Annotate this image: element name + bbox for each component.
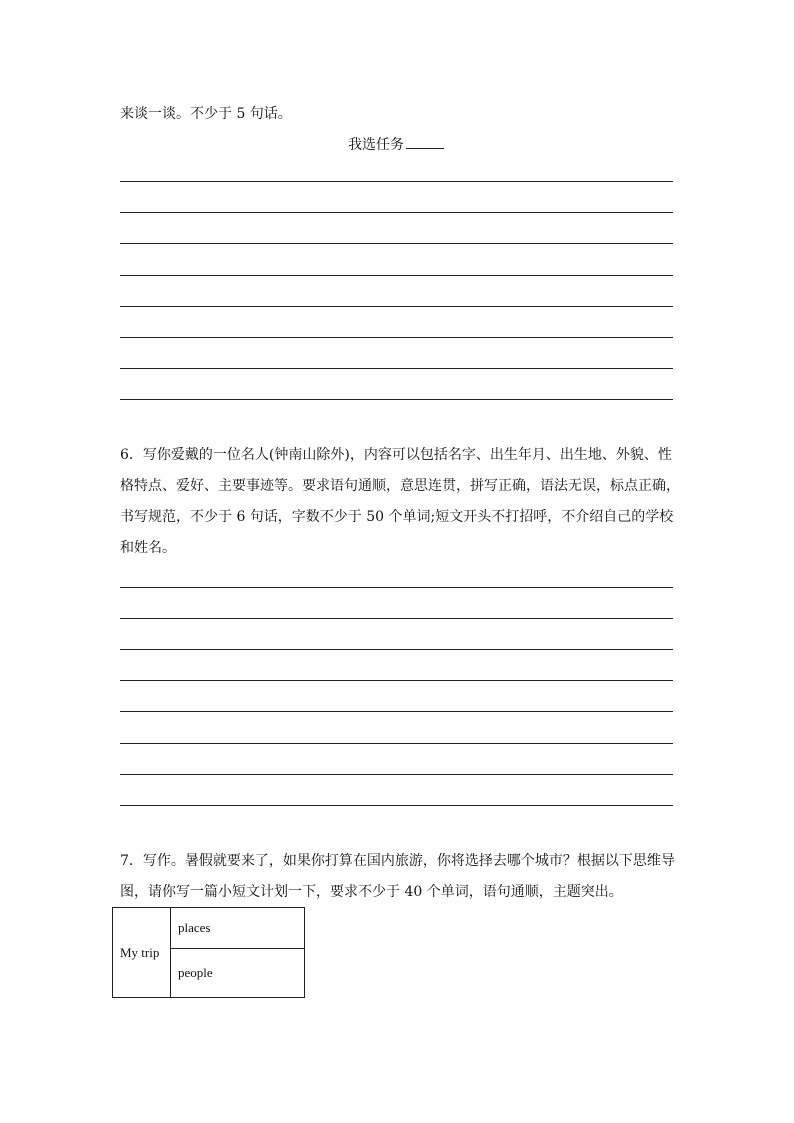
question-6-line: 和姓名。 [120, 540, 176, 556]
intro-text: 来谈一谈。不少于 5 句话。 [120, 106, 292, 122]
answer-line[interactable] [120, 275, 673, 276]
question-6-line: 6．写你爱戴的一位名人(钟南山除外)，内容可以包括名字、出生年月、出生地、外貌、性 [120, 447, 672, 463]
mind-map-branch-places: places [171, 908, 305, 949]
task-choice [348, 134, 444, 154]
question-6-line: 格特点、爱好、主要事迹等。要求语句通顺，意思连贯，拼写正确，语法无误，标点正确， [120, 478, 680, 494]
mind-map-branch-people: people [171, 949, 305, 998]
task-label: 我选任务 [348, 137, 404, 153]
answer-line[interactable] [120, 337, 673, 338]
answer-line[interactable] [120, 774, 673, 775]
answer-line[interactable] [120, 306, 673, 307]
answer-line[interactable] [120, 711, 673, 712]
question-7-line: 图，请你写一篇小短文计划一下，要求不少于 40 个单词，语句通顺，主题突出。 [120, 884, 623, 900]
mind-map-table [112, 907, 305, 998]
answer-line[interactable] [120, 399, 673, 400]
answer-line[interactable] [120, 618, 673, 619]
mind-map-root: My trip [113, 908, 171, 998]
answer-line[interactable] [120, 680, 673, 681]
answer-line[interactable] [120, 243, 673, 244]
question-6-line: 书写规范，不少于 6 句话，字数不少于 50 个单词;短文开头不打招呼，不介绍自己的学校 [120, 509, 674, 525]
question-6 [120, 440, 680, 564]
answer-line[interactable] [120, 368, 673, 369]
answer-line[interactable] [120, 181, 673, 182]
question-7-line: 7．写作。暑假就要来了，如果你打算在国内旅游，你将选择去哪个城市？根据以下思维导 [120, 853, 675, 869]
question-7 [120, 846, 680, 908]
answer-line[interactable] [120, 805, 673, 806]
task-blank[interactable] [406, 136, 444, 149]
answer-line[interactable] [120, 743, 673, 744]
answer-line[interactable] [120, 649, 673, 650]
answer-line[interactable] [120, 212, 673, 213]
answer-line[interactable] [120, 587, 673, 588]
